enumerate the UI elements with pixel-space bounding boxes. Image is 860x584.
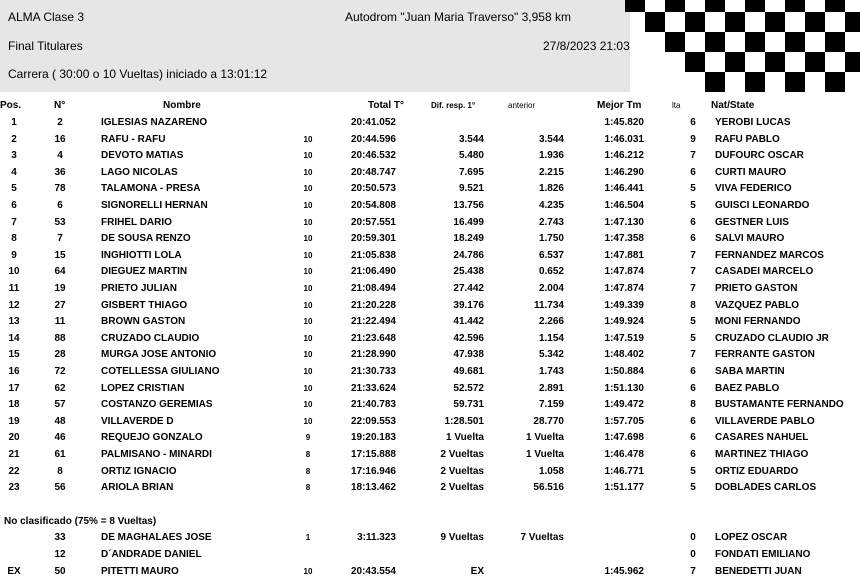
cell-pos: 1	[11, 117, 17, 128]
cell-lap: 7	[690, 266, 696, 278]
cell-pos: 13	[8, 316, 20, 328]
cell-prev: 2.266	[538, 316, 564, 328]
cell-pos: 23	[8, 482, 20, 494]
cell-num: 27	[54, 299, 66, 311]
cell-nat: DUFOURC OSCAR	[715, 150, 804, 162]
cell-num: 36	[54, 166, 66, 178]
cell-prev: 1.154	[538, 332, 564, 344]
cell-nat: PRIETO GASTON	[715, 283, 798, 294]
cell-diff: 39.176	[453, 299, 484, 311]
cell-nat: VIVA FEDERICO	[715, 183, 792, 195]
cell-prev: 1.743	[538, 366, 564, 377]
cell-best: 1:57.705	[604, 415, 644, 427]
cell-nat: CURTI MAURO	[715, 166, 787, 178]
results-header	[0, 0, 860, 92]
table-row	[0, 364, 860, 380]
cell-lap: 6	[690, 233, 696, 245]
cell-laps: 8	[305, 483, 311, 493]
cell-prev: 2.743	[538, 216, 564, 228]
cell-nat: ORTIZ EDUARDO	[715, 465, 799, 477]
cell-prev: 1 Vuelta	[526, 432, 564, 444]
cell-laps: 10	[303, 350, 313, 360]
cell-pos: 11	[8, 283, 20, 294]
cell-num: 72	[54, 366, 66, 377]
cell-total: 21:30.733	[350, 366, 396, 377]
cell-pos: 19	[8, 415, 20, 427]
cell-diff: 3.544	[458, 133, 484, 145]
cell-laps: 10	[303, 333, 313, 343]
table-row	[0, 248, 860, 264]
cell-best: 1:49.472	[604, 399, 644, 411]
cell-name: TALAMONA - PRESA	[101, 183, 201, 195]
cell-laps: 10	[303, 134, 313, 144]
cell-num: 7	[57, 233, 63, 245]
cell-num: 48	[54, 415, 66, 427]
table-row	[0, 264, 860, 280]
cell-diff: 7.695	[458, 166, 484, 178]
table-row	[0, 547, 860, 563]
not-classified-label: No clasificado (75% = 8 Vueltas)	[4, 516, 157, 527]
cell-num: 88	[54, 332, 66, 344]
cell-diff: 18.249	[453, 233, 484, 245]
cell-nat: CRUZADO CLAUDIO JR	[715, 332, 829, 344]
cell-diff: 47.938	[453, 349, 484, 361]
cell-name: VILLAVERDE D	[101, 415, 174, 427]
cell-pos: 7	[11, 216, 17, 228]
cell-pos: 22	[8, 465, 20, 477]
cell-prev: 1.936	[538, 150, 564, 162]
cell-diff: 9 Vueltas	[440, 532, 484, 543]
cell-prev: 5.342	[538, 349, 564, 361]
cell-total: 17:15.888	[350, 449, 396, 460]
cell-lap: 7	[690, 566, 696, 577]
cell-laps: 10	[303, 367, 313, 376]
cell-total: 21:33.624	[350, 382, 396, 394]
cell-num: 78	[54, 183, 66, 195]
cell-num: 2	[57, 117, 63, 128]
cell-name: MURGA JOSE ANTONIO	[101, 349, 217, 361]
cell-num: 53	[54, 216, 66, 228]
cell-laps: 10	[303, 300, 313, 310]
session-name: Final Titulares	[8, 39, 83, 53]
cell-num: 11	[54, 316, 66, 328]
table-row	[0, 331, 860, 347]
checkered-flag-icon	[630, 0, 860, 92]
cell-lap: 6	[690, 432, 696, 444]
cell-pos: 18	[8, 399, 20, 411]
cell-diff: 24.786	[453, 249, 484, 261]
cell-prev: 2.004	[538, 283, 564, 294]
cell-laps: 10	[303, 267, 313, 277]
cell-laps: 10	[303, 201, 313, 210]
cell-diff: 16.499	[453, 216, 484, 228]
cell-name: PITETTI MAURO	[101, 566, 179, 577]
cell-pos: 14	[8, 332, 20, 344]
cell-name: DIEGUEZ MARTIN	[101, 266, 188, 278]
cell-nat: BUSTAMANTE FERNANDO	[715, 399, 844, 411]
cell-total: 20:54.808	[350, 200, 396, 211]
cell-pos: 3	[11, 150, 17, 162]
cell-nat: CASADEI MARCELO	[715, 266, 814, 278]
cell-diff: 25.438	[453, 266, 484, 278]
cell-total: 3:11.323	[357, 532, 396, 543]
cell-best: 1:46.290	[604, 166, 644, 178]
cell-laps: 10	[303, 383, 313, 393]
cell-name: GISBERT THIAGO	[101, 299, 188, 311]
cell-pos: 6	[11, 200, 17, 211]
cell-diff: 49.681	[453, 366, 484, 377]
cell-lap: 5	[690, 316, 696, 328]
cell-nat: GUISCI LEONARDO	[715, 200, 810, 211]
cell-pos: 16	[8, 366, 20, 377]
race-info: Carrera ( 30:00 o 10 Vueltas) iniciado a 13:01:12	[8, 67, 268, 81]
cell-prev: 2.215	[538, 166, 564, 178]
cell-diff: 1:28.501	[444, 415, 484, 427]
cell-lap: 6	[690, 166, 696, 178]
cell-num: 19	[54, 283, 66, 294]
cell-lap: 9	[690, 133, 696, 145]
cell-best: 1:46.478	[604, 449, 644, 460]
cell-diff: 13.756	[453, 200, 484, 211]
cell-name: INGHIOTTI LOLA	[101, 249, 182, 261]
cell-nat: LOPEZ OSCAR	[715, 532, 788, 543]
cell-nat: SALVI MAURO	[715, 233, 785, 245]
cell-laps: 8	[305, 466, 311, 476]
table-row	[0, 414, 860, 430]
cell-laps: 1	[305, 533, 311, 542]
cell-num: 50	[54, 566, 66, 577]
cell-prev: 56.516	[533, 482, 564, 494]
cell-best: 1:49.924	[604, 316, 644, 328]
table-row	[0, 480, 860, 496]
cell-name: PRIETO JULIAN	[101, 283, 177, 294]
cell-best: 1:48.402	[604, 349, 644, 361]
cell-lap: 7	[690, 249, 696, 261]
table-row	[0, 215, 860, 231]
cell-name: DE SOUSA RENZO	[101, 233, 191, 245]
cell-nat: VILLAVERDE PABLO	[715, 415, 815, 427]
cell-total: 21:08.494	[350, 283, 396, 294]
cell-lap: 6	[690, 449, 696, 460]
cell-total: 21:40.783	[350, 399, 396, 411]
cell-num: 12	[54, 549, 66, 560]
cell-total: 21:20.228	[350, 299, 396, 311]
cell-best: 1:45.962	[604, 566, 644, 577]
table-row	[0, 314, 860, 330]
cell-nat: GESTNER LUIS	[715, 216, 789, 228]
cell-lap: 6	[690, 366, 696, 377]
cell-name: FRIHEL DARIO	[101, 216, 172, 228]
cell-best: 1:46.441	[604, 183, 644, 195]
cell-total: 18:13.462	[350, 482, 396, 494]
cell-prev: 2.891	[538, 382, 564, 394]
table-row	[0, 148, 860, 164]
cell-laps: 10	[303, 317, 313, 327]
table-row	[0, 165, 860, 181]
cell-pos: 9	[11, 249, 17, 261]
cell-name: COSTANZO GEREMIAS	[101, 399, 213, 411]
cell-laps: 10	[303, 151, 313, 161]
cell-num: 4	[57, 150, 63, 162]
cell-lap: 6	[690, 216, 696, 228]
col-prev: anterior	[508, 101, 536, 110]
cell-nat: DOBLADES CARLOS	[715, 482, 817, 494]
cell-num: 6	[57, 200, 63, 211]
cell-pos: 12	[8, 299, 20, 311]
table-row	[0, 347, 860, 363]
cell-prev: 7.159	[538, 399, 564, 411]
cell-total: 20:59.301	[350, 233, 396, 245]
cell-diff: 41.442	[453, 316, 484, 328]
cell-lap: 5	[690, 200, 696, 211]
cell-diff: 2 Vueltas	[440, 449, 484, 460]
cell-name: DE MAGHALAES JOSE	[101, 532, 212, 543]
cell-num: 62	[54, 382, 66, 394]
table-row	[0, 181, 860, 197]
cell-prev: 28.770	[533, 415, 564, 427]
cell-lap: 0	[690, 549, 696, 560]
cell-prev: 1.750	[538, 233, 564, 245]
cell-laps: 8	[305, 450, 311, 459]
col-total: Total T°	[367, 100, 404, 111]
table-row	[0, 281, 860, 297]
cell-best: 1:51.130	[604, 382, 644, 394]
cell-best: 1:49.339	[604, 299, 644, 311]
cell-lap: 5	[690, 482, 696, 494]
cell-best: 1:46.771	[604, 465, 644, 477]
cell-total: 22:09.553	[350, 415, 396, 427]
category-title: ALMA Clase 3	[8, 10, 85, 24]
cell-lap: 6	[690, 415, 696, 427]
cell-pos: 10	[8, 266, 20, 278]
cell-laps: 10	[303, 250, 313, 260]
cell-laps: 10	[303, 400, 313, 410]
cell-laps: 10	[303, 416, 313, 426]
table-row	[0, 115, 860, 131]
cell-name: RAFU - RAFU	[101, 133, 166, 145]
table-row	[0, 231, 860, 247]
cell-best: 1:50.884	[604, 366, 644, 377]
cell-name: LOPEZ CRISTIAN	[101, 382, 185, 394]
table-row	[0, 530, 860, 546]
cell-lap: 8	[690, 399, 696, 411]
cell-name: DEVOTO MATIAS	[101, 150, 184, 162]
cell-name: PALMISANO - MINARDI	[101, 449, 212, 460]
cell-diff: 2 Vueltas	[440, 465, 484, 477]
cell-nat: FERNANDEZ MARCOS	[715, 249, 824, 261]
cell-name: ORTIZ IGNACIO	[101, 465, 177, 477]
cell-name: LAGO NICOLAS	[101, 166, 178, 178]
cell-best: 1:46.212	[604, 150, 644, 162]
cell-lap: 8	[690, 299, 696, 311]
cell-total: 21:22.494	[350, 316, 396, 328]
table-row	[0, 447, 860, 463]
cell-total: 20:41.052	[350, 117, 396, 128]
cell-lap: 6	[690, 382, 696, 394]
cell-total: 20:50.573	[350, 183, 396, 195]
cell-prev: 7 Vueltas	[520, 532, 564, 543]
cell-nat: RAFU PABLO	[715, 133, 780, 145]
cell-num: 61	[54, 449, 66, 460]
cell-laps: 10	[303, 217, 313, 227]
cell-name: ARIOLA BRIAN	[101, 482, 174, 494]
col-num: N°	[54, 100, 66, 111]
cell-lap: 7	[690, 150, 696, 162]
cell-name: BROWN GASTON	[101, 316, 186, 328]
cell-laps: 9	[305, 433, 311, 443]
cell-total: 19:20.183	[350, 432, 396, 444]
cell-diff: 1 Vuelta	[446, 432, 484, 444]
cell-nat: BENEDETTI JUAN	[715, 566, 802, 577]
cell-num: 64	[54, 266, 66, 278]
table-row	[0, 198, 860, 214]
cell-pos: 21	[8, 449, 20, 460]
cell-best: 1:47.874	[604, 283, 644, 294]
col-lap: lta	[672, 101, 681, 110]
cell-pos: 2	[11, 133, 17, 145]
cell-lap: 7	[690, 283, 696, 294]
table-row	[0, 132, 860, 148]
cell-pos: 5	[11, 183, 17, 195]
cell-prev: 1.058	[538, 465, 564, 477]
cell-diff: 52.572	[453, 382, 484, 394]
cell-best: 1:47.698	[604, 432, 644, 444]
cell-pos: 15	[8, 349, 20, 361]
cell-num: 28	[54, 349, 66, 361]
cell-diff: 9.521	[458, 183, 484, 195]
cell-prev: 4.235	[538, 200, 564, 211]
cell-total: 20:46.532	[350, 150, 396, 162]
cell-best: 1:47.881	[604, 249, 644, 261]
cell-prev: 6.537	[538, 249, 564, 261]
table-row	[0, 564, 860, 580]
cell-total: 20:43.554	[350, 566, 396, 577]
cell-prev: 1.826	[538, 183, 564, 195]
session-datetime: 27/8/2023 21:03	[543, 39, 630, 53]
cell-nat: YEROBI LUCAS	[715, 117, 791, 128]
cell-num: 57	[54, 399, 66, 411]
cell-nat: MARTINEZ THIAGO	[715, 449, 809, 460]
cell-total: 20:44.596	[350, 133, 396, 145]
cell-total: 20:57.551	[350, 216, 396, 228]
table-row	[0, 430, 860, 446]
cell-nat: FERRANTE GASTON	[715, 349, 815, 361]
table-row	[0, 298, 860, 314]
cell-total: 21:23.648	[350, 332, 396, 344]
cell-nat: MONI FERNANDO	[715, 316, 801, 328]
cell-nat: FONDATI EMILIANO	[715, 549, 811, 560]
cell-name: D´ANDRADE DANIEL	[101, 549, 202, 560]
cell-laps: 10	[303, 284, 313, 293]
cell-num: 46	[54, 432, 66, 444]
col-diff-first: Dif. resp. 1°	[431, 101, 476, 110]
cell-diff: EX	[470, 566, 484, 577]
col-pos: Pos.	[0, 100, 22, 111]
cell-num: 56	[54, 482, 66, 494]
cell-name: IGLESIAS NAZARENO	[101, 117, 208, 128]
col-nat: Nat/State	[711, 100, 755, 111]
cell-num: 15	[54, 249, 66, 261]
cell-prev: 1 Vuelta	[526, 449, 564, 460]
table-row	[0, 381, 860, 397]
cell-prev: 11.734	[533, 299, 564, 311]
cell-nat: CASARES NAHUEL	[715, 432, 809, 444]
cell-total: 21:05.838	[350, 249, 396, 261]
cell-prev: 3.544	[538, 133, 564, 145]
cell-diff: 5.480	[458, 150, 484, 162]
cell-lap: 5	[690, 465, 696, 477]
cell-diff: 42.596	[453, 332, 484, 344]
cell-total: 20:48.747	[350, 166, 396, 178]
table-row	[0, 397, 860, 413]
cell-diff: 59.731	[453, 399, 484, 411]
cell-best: 1:46.031	[604, 133, 644, 145]
cell-nat: VAZQUEZ PABLO	[715, 299, 800, 311]
cell-laps: 10	[303, 184, 313, 194]
cell-pos: 4	[11, 166, 17, 178]
cell-best: 1:47.519	[604, 332, 644, 344]
cell-name: REQUEJO GONZALO	[101, 432, 203, 444]
cell-total: 21:28.990	[350, 349, 396, 361]
cell-lap: 5	[690, 332, 696, 344]
cell-diff: 2 Vueltas	[440, 482, 484, 494]
cell-total: 21:06.490	[350, 266, 396, 278]
cell-lap: 7	[690, 349, 696, 361]
circuit-name: Autodrom "Juan Maria Traverso" 3,958 km	[345, 10, 571, 24]
cell-lap: 6	[690, 117, 696, 128]
cell-nat: SABA MARTIN	[715, 366, 785, 377]
cell-best: 1:51.177	[604, 482, 644, 494]
cell-best: 1:47.874	[604, 266, 644, 278]
cell-prev: 0.652	[538, 266, 564, 278]
cell-best: 1:46.504	[604, 200, 644, 211]
col-name: Nombre	[163, 100, 201, 111]
cell-laps: 10	[303, 167, 313, 177]
cell-lap: 5	[690, 183, 696, 195]
cell-best: 1:47.130	[604, 216, 644, 228]
cell-nat: BAEZ PABLO	[715, 382, 780, 394]
col-best: Mejor Tm	[597, 100, 642, 111]
cell-best: 1:47.358	[604, 233, 644, 245]
cell-best: 1:45.820	[604, 117, 644, 128]
cell-total: 17:16.946	[350, 465, 396, 477]
cell-num: 8	[57, 465, 63, 477]
cell-name: COTELLESSA GIULIANO	[101, 366, 220, 377]
cell-name: SIGNORELLI HERNAN	[101, 200, 208, 211]
cell-pos: 17	[8, 382, 20, 394]
cell-pos: 8	[11, 233, 17, 245]
cell-laps: 10	[303, 567, 313, 576]
cell-num: 33	[54, 532, 66, 543]
cell-laps: 10	[303, 234, 313, 244]
cell-num: 16	[54, 133, 66, 145]
cell-pos: EX	[7, 566, 21, 577]
cell-name: CRUZADO CLAUDIO	[101, 332, 200, 344]
cell-lap: 0	[690, 532, 696, 543]
table-row	[0, 464, 860, 480]
cell-diff: 27.442	[453, 283, 484, 294]
cell-pos: 20	[8, 432, 20, 444]
